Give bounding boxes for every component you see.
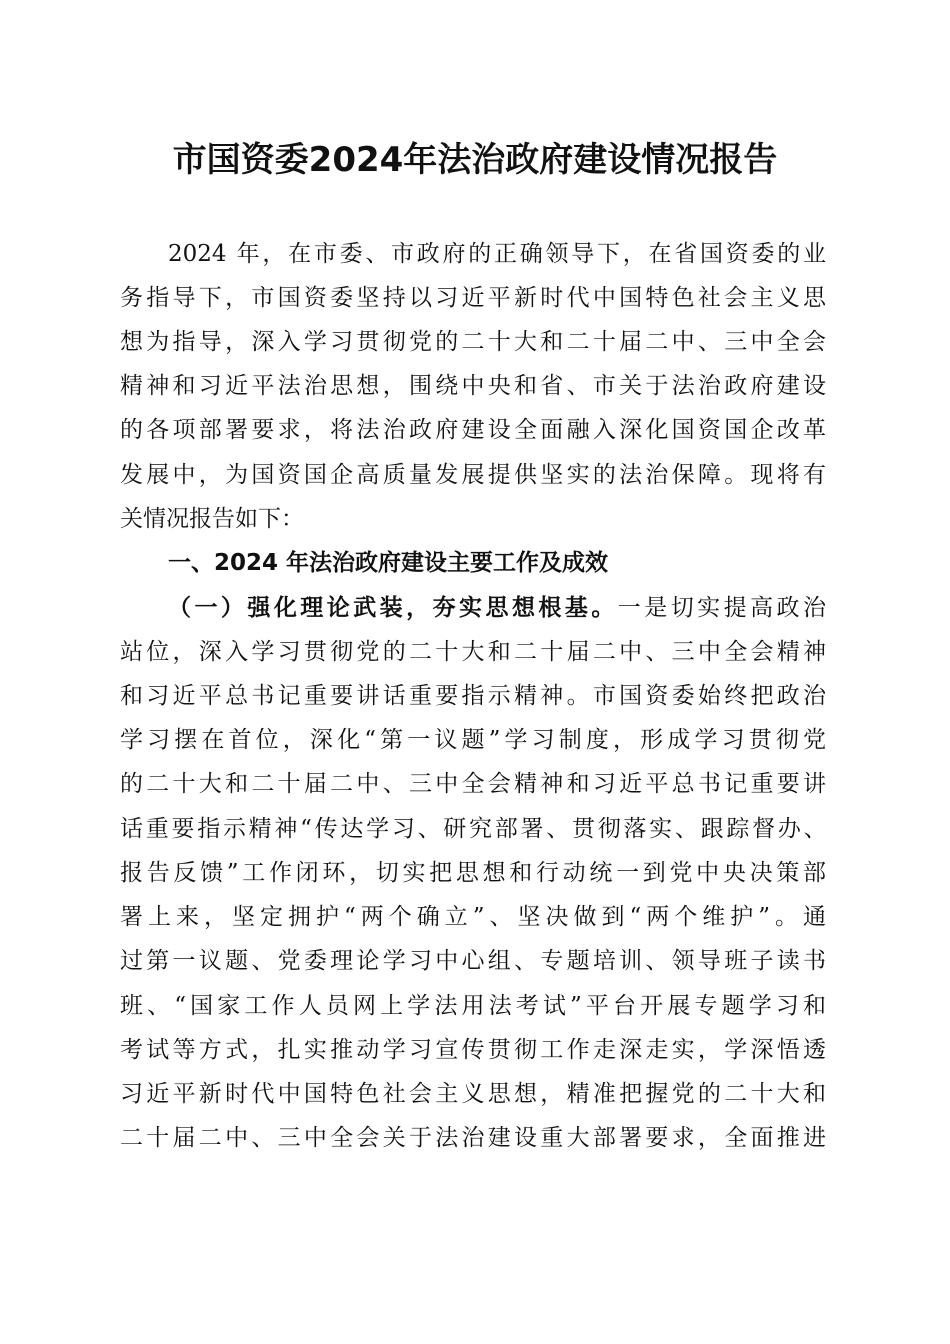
subsection-first-line <box>168 593 826 623</box>
body-line: 二十届二中、三中全会关于法治建设重大部署要求，全面推进 <box>120 1125 826 1151</box>
subsection-first-line-rest: 一是切实提高政治 <box>617 595 827 621</box>
body-line: 考试等方式，扎实推动学习宣传贯彻工作走深走实，学深悟透 <box>120 1037 826 1063</box>
subsection-title: （一）强化理论武装，夯实思想根基。 <box>168 595 618 621</box>
body-line: 署上来，坚定拥护“两个确立”、坚决做到“两个维护”。通 <box>120 904 826 930</box>
body-line: 话重要指示精神“传达学习、研究部署、贯彻落实、跟踪督办、 <box>120 816 826 842</box>
body-line: 报告反馈”工作闭环，切实把思想和行动统一到党中央决策部 <box>120 860 826 886</box>
body-line: 站位，深入学习贯彻党的二十大和二十届二中、三中全会精神 <box>120 639 826 665</box>
intro-line: 想为指导，深入学习贯彻党的二十大和二十届二中、三中全会 <box>120 329 826 355</box>
intro-line: 精神和习近平法治思想，围绕中央和省、市关于法治政府建设 <box>120 373 826 399</box>
intro-line: 发展中，为国资国企高质量发展提供坚实的法治保障。现将有 <box>120 462 826 488</box>
body-line: 班、“国家工作人员网上学法用法考试”平台开展专题学习和 <box>120 993 826 1019</box>
intro-line: 2024 年，在市委、市政府的正确领导下，在省国资委的业 <box>168 241 826 267</box>
body-line: 的二十大和二十届二中、三中全会精神和习近平总书记重要讲 <box>120 771 826 797</box>
intro-line: 关情况报告如下： <box>120 506 304 532</box>
intro-line: 务指导下，市国资委坚持以习近平新时代中国特色社会主义思 <box>120 285 826 311</box>
body-line: 学习摆在首位，深化“第一议题”学习制度，形成学习贯彻党 <box>120 727 826 753</box>
body-line: 过第一议题、党委理论学习中心组、专题培训、领导班子读书 <box>120 948 826 974</box>
section-heading: 一、2024 年法治政府建设主要工作及成效 <box>168 550 609 576</box>
body-line: 习近平新时代中国特色社会主义思想，精准把握党的二十大和 <box>120 1081 826 1107</box>
body-line: 和习近平总书记重要讲话重要指示精神。市国资委始终把政治 <box>120 683 826 709</box>
intro-line: 的各项部署要求，将法治政府建设全面融入深化国资国企改革 <box>120 417 826 443</box>
document-title: 市国资委2024年法治政府建设情况报告 <box>172 140 778 180</box>
